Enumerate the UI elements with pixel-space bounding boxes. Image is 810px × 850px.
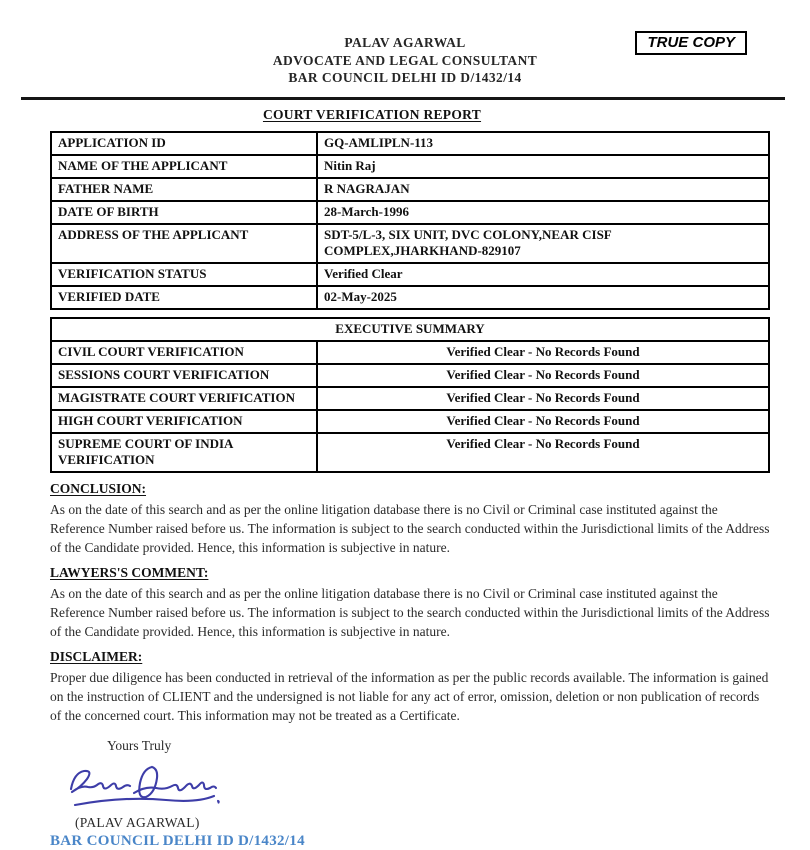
row-label: VERIFICATION STATUS (51, 263, 317, 286)
row-value: Verified Clear - No Records Found (317, 364, 769, 387)
table-row (51, 263, 769, 286)
table-row (51, 155, 769, 178)
row-label: HIGH COURT VERIFICATION (51, 410, 317, 433)
row-value: Verified Clear - No Records Found (317, 433, 769, 472)
row-label: FATHER NAME (51, 178, 317, 201)
row-value: R NAGRAJAN (317, 178, 769, 201)
disclaimer-heading: DISCLAIMER: (50, 648, 143, 664)
lawyers-comment-section (50, 565, 770, 641)
closing-salutation: Yours Truly (107, 737, 172, 753)
table-row (51, 387, 769, 410)
row-label: APPLICATION ID (51, 132, 317, 155)
conclusion-heading: CONCLUSION: (50, 480, 147, 496)
header-divider-line (21, 97, 785, 100)
conclusion-text: As on the date of this search and as per the online litigation database there is no Civil or Criminal case instituted against the Reference Number raised before us. The information is subject to the search conducted within the Jurisdictional limits of the Address of the Candidate provided. Hence, this information is subjective in nature. (50, 501, 770, 555)
table-row (51, 341, 769, 364)
row-label: CIVIL COURT VERIFICATION (51, 341, 317, 364)
row-label: ADDRESS OF THE APPLICANT (51, 224, 317, 263)
signature-ink-icon (64, 758, 234, 813)
executive-summary-title: EXECUTIVE SUMMARY (51, 318, 769, 341)
row-label: VERIFIED DATE (51, 286, 317, 309)
lawyers-comment-text: As on the date of this search and as per the online litigation database there is no Civil or Criminal case instituted against the Reference Number raised before us. The information is subject to the search conducted within the Jurisdictional limits of the Address of the Candidate provided. Hence, this information is subjective in nature. (50, 585, 770, 639)
applicant-details-table (50, 131, 770, 310)
row-value: 28-March-1996 (317, 201, 769, 224)
row-label: DATE OF BIRTH (51, 201, 317, 224)
executive-summary-table (50, 317, 770, 473)
table-row (51, 410, 769, 433)
table-row (51, 224, 769, 263)
row-label: MAGISTRATE COURT VERIFICATION (51, 387, 317, 410)
row-value: Verified Clear (317, 263, 769, 286)
row-value: Verified Clear - No Records Found (317, 387, 769, 410)
page-title: COURT VERIFICATION REPORT (262, 106, 482, 122)
signatory-bar-id: BAR COUNCIL DELHI ID D/1432/14 (50, 832, 305, 849)
table-row (51, 286, 769, 309)
conclusion-section (50, 481, 770, 557)
table-row (51, 364, 769, 387)
row-value: SDT-5/L-3, SIX UNIT, DVC COLONY,NEAR CISF COMPLEX,JHARKHAND-829107 (317, 224, 769, 263)
row-label: SUPREME COURT OF INDIA VERIFICATION (51, 433, 317, 472)
row-value: GQ-AMLIPLN-113 (317, 132, 769, 155)
row-value: Nitin Raj (317, 155, 769, 178)
advocate-designation: ADVOCATE AND LEGAL CONSULTANT (272, 52, 538, 68)
table-header-row (51, 318, 769, 341)
lawyers-comment-heading: LAWYERS'S COMMENT: (50, 564, 209, 580)
row-label: NAME OF THE APPLICANT (51, 155, 317, 178)
document-body (50, 131, 770, 850)
signatory-name: (PALAV AGARWAL) (75, 814, 200, 830)
table-row (51, 132, 769, 155)
row-label: SESSIONS COURT VERIFICATION (51, 364, 317, 387)
row-value: 02-May-2025 (317, 286, 769, 309)
advocate-name: PALAV AGARWAL (344, 35, 466, 50)
handwritten-signature (64, 758, 770, 813)
disclaimer-text: Proper due diligence has been conducted in retrieval of the information as per the public records available. The information is gained on the instruction of CLIENT and the undersigned is not liable for any act of error, omission, deletion or non publication of records of the concerned court. This information may not be treated as a Certificate. (50, 669, 769, 723)
table-row (51, 201, 769, 224)
row-value: Verified Clear - No Records Found (317, 341, 769, 364)
advocate-bar-id: BAR COUNCIL DELHI ID D/1432/14 (288, 70, 522, 85)
table-row (51, 433, 769, 472)
disclaimer-section (50, 649, 770, 725)
row-value: Verified Clear - No Records Found (317, 410, 769, 433)
true-copy-stamp: TRUE COPY (635, 31, 747, 55)
table-row (51, 178, 769, 201)
